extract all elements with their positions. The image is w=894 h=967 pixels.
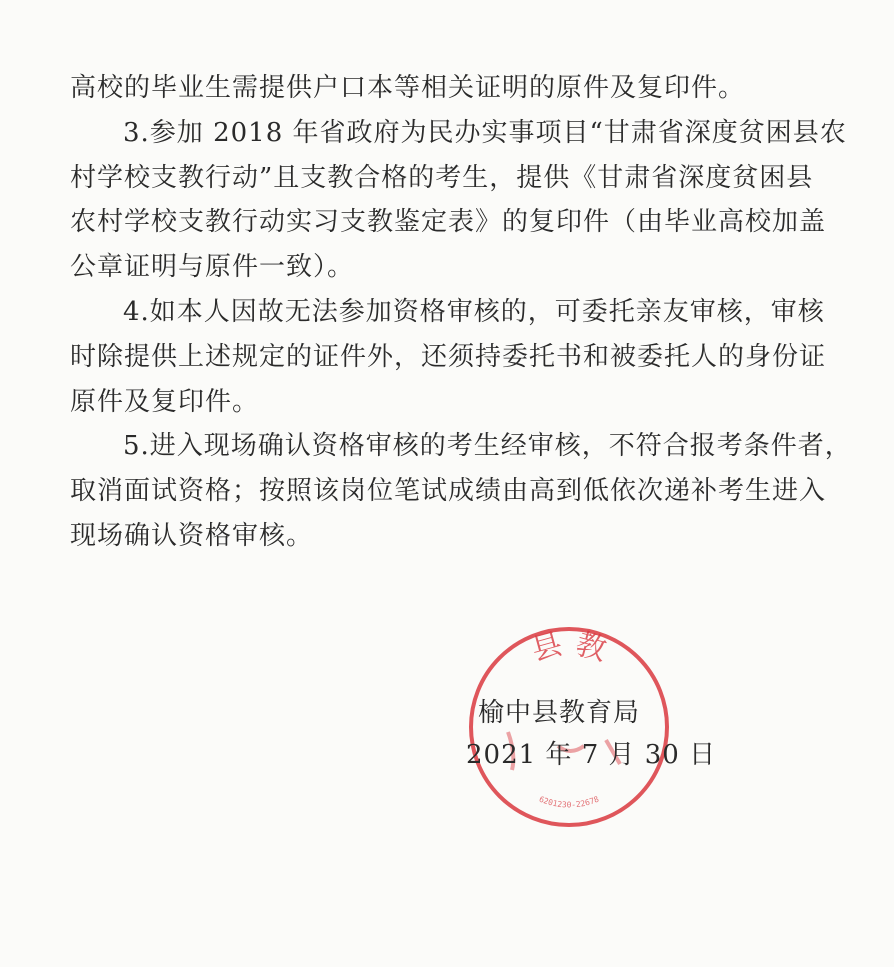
issuer-signature: 榆中县教育局 bbox=[478, 698, 641, 728]
seal-top-text: 县 教 bbox=[527, 626, 611, 669]
issue-date: 2021 年 7 月 30 日 bbox=[466, 740, 717, 770]
text-line-4: 农村学校支教行动实习支教鉴定表》的复印件（由毕业高校加盖 bbox=[70, 207, 827, 238]
text-line-8: 原件及复印件。 bbox=[70, 386, 260, 417]
text-line-9: 5.进入现场确认资格审核的考生经审核，不符合报考条件者， bbox=[123, 431, 852, 462]
text-line-1: 高校的毕业生需提供户口本等相关证明的原件及复印件。 bbox=[70, 73, 746, 103]
text-line-2: 3.参加 2018 年省政府为民办实事项目“甘肃省深度贫困县农 bbox=[123, 117, 847, 148]
document-body bbox=[70, 66, 852, 559]
text-line-3: 村学校支教行动”且支教合格的考生，提供《甘肃省深度贫困县 bbox=[70, 162, 814, 193]
text-line-7: 时除提供上述规定的证件外，还须持委托书和被委托人的身份证 bbox=[70, 341, 827, 372]
text-line-10: 取消面试资格；按照该岗位笔试成绩由高到低依次递补考生进入 bbox=[70, 476, 827, 507]
seal-code-text: 6201230-22678 bbox=[537, 794, 601, 810]
text-line-6: 4.如本人因故无法参加资格审核的，可委托亲友审核，审核 bbox=[123, 296, 825, 327]
text-line-5: 公章证明与原件一致）。 bbox=[70, 252, 355, 283]
text-line-11: 现场确认资格审核。 bbox=[70, 520, 314, 551]
